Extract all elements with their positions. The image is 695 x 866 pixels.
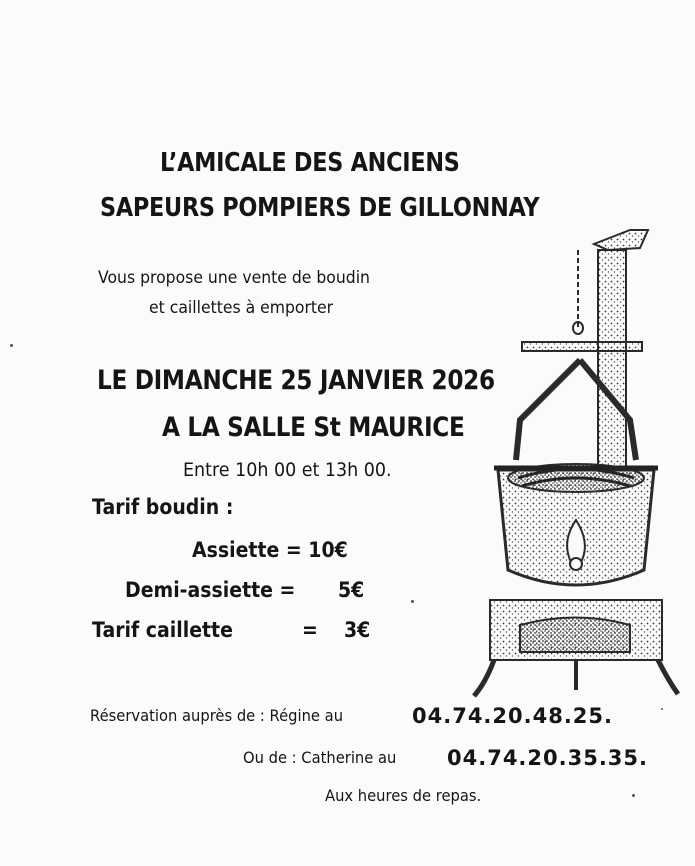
header-line-2: SAPEURS POMPIERS DE GILLONNAY — [100, 193, 540, 223]
intro-line-1: Vous propose une vente de boudin — [98, 268, 370, 288]
scan-speck — [661, 708, 663, 710]
price-caillette-value: 3€ — [344, 618, 371, 642]
event-place: A LA SALLE St MAURICE — [162, 412, 465, 443]
reservation-line-1-label: Réservation auprès de : Régine au — [90, 706, 344, 725]
event-hours: Entre 10h 00 et 13h 00. — [183, 459, 392, 481]
price-demi-label: Demi-assiette = — [125, 578, 296, 602]
reservation-phone-2: 04.74.20.35.35. — [447, 746, 649, 770]
scan-speck — [632, 794, 635, 797]
price-demi-value: 5€ — [338, 578, 365, 602]
price-assiette: Assiette = 10€ — [192, 538, 348, 562]
reservation-phone-1: 04.74.20.48.25. — [412, 704, 614, 728]
price-caillette-label: Tarif caillette — [92, 618, 233, 642]
reservation-line-2-label: Ou de : Catherine au — [243, 748, 397, 767]
header-line-1: L’AMICALE DES ANCIENS — [160, 148, 460, 178]
scan-speck — [411, 600, 414, 603]
scan-speck — [10, 344, 13, 347]
reservation-note: Aux heures de repas. — [325, 786, 482, 805]
pricing-heading: Tarif boudin : — [92, 495, 234, 519]
intro-line-2: et caillettes à emporter — [149, 298, 334, 318]
price-caillette-equals: = — [302, 618, 318, 642]
cauldron-on-stove-icon — [430, 220, 695, 710]
event-date: LE DIMANCHE 25 JANVIER 2026 — [97, 365, 495, 396]
